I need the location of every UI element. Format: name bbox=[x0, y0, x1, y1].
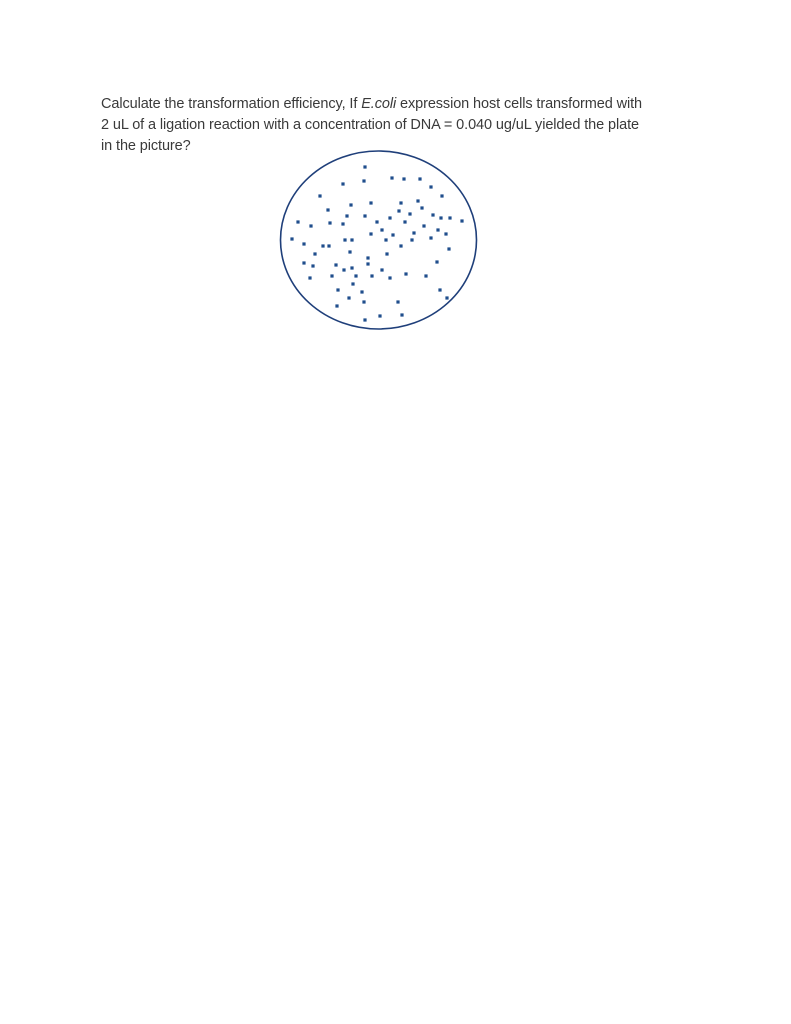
colony-dot bbox=[366, 262, 369, 265]
colony-dot bbox=[349, 203, 352, 206]
colony-dot bbox=[380, 268, 383, 271]
question-line-1-start: Calculate the transformation efficiency, If bbox=[101, 96, 362, 112]
colony-dot bbox=[447, 247, 450, 250]
petri-plate-outline bbox=[281, 151, 477, 329]
colony-dot bbox=[412, 231, 415, 234]
colony-dot bbox=[418, 177, 421, 180]
colony-dot bbox=[448, 216, 451, 219]
colony-dot bbox=[342, 268, 345, 271]
colony-dot bbox=[390, 176, 393, 179]
colony-dot bbox=[396, 300, 399, 303]
question-line-1 bbox=[101, 94, 701, 115]
colony-dot bbox=[296, 220, 299, 223]
colony-dot bbox=[363, 214, 366, 217]
colony-dot bbox=[403, 220, 406, 223]
colony-dot bbox=[435, 260, 438, 263]
colony-dot bbox=[341, 222, 344, 225]
colony-dot bbox=[348, 250, 351, 253]
colony-dot bbox=[302, 261, 305, 264]
colony-dot bbox=[336, 288, 339, 291]
colony-dot bbox=[311, 264, 314, 267]
colony-dot bbox=[402, 177, 405, 180]
colony-dot bbox=[400, 313, 403, 316]
colony-dot bbox=[388, 276, 391, 279]
question-line-1-end: expression host cells transformed with bbox=[396, 96, 643, 112]
colony-dot bbox=[309, 224, 312, 227]
colony-dot bbox=[362, 179, 365, 182]
colony-dot bbox=[422, 224, 425, 227]
colony-dot bbox=[341, 182, 344, 185]
colony-dot bbox=[378, 314, 381, 317]
colony-dot bbox=[360, 290, 363, 293]
colony-dot bbox=[399, 244, 402, 247]
colony-dot bbox=[369, 232, 372, 235]
colony-dot bbox=[388, 216, 391, 219]
colony-dot bbox=[363, 165, 366, 168]
petri-plate-figure bbox=[276, 148, 482, 334]
question-line-2: 2 uL of a ligation reaction with a concentration of DNA = 0.040 ug/uL yielded the plate bbox=[101, 117, 639, 133]
colony-dot bbox=[440, 194, 443, 197]
colony-dot bbox=[439, 216, 442, 219]
colony-dot bbox=[321, 244, 324, 247]
colony-dot bbox=[397, 209, 400, 212]
colony-dot bbox=[445, 296, 448, 299]
colony-dot bbox=[318, 194, 321, 197]
colony-dot bbox=[436, 228, 439, 231]
colony-dot bbox=[350, 238, 353, 241]
colony-dot bbox=[328, 221, 331, 224]
colony-dot bbox=[429, 236, 432, 239]
colony-group bbox=[290, 165, 463, 321]
colony-dot bbox=[370, 274, 373, 277]
organism-name: E.coli bbox=[361, 96, 397, 112]
colony-dot bbox=[362, 300, 365, 303]
colony-dot bbox=[308, 276, 311, 279]
colony-dot bbox=[302, 242, 305, 245]
petri-plate-drawing bbox=[276, 148, 482, 334]
colony-dot bbox=[326, 208, 329, 211]
colony-dot bbox=[460, 219, 463, 222]
colony-dot bbox=[334, 263, 337, 266]
colony-dot bbox=[404, 272, 407, 275]
colony-dot bbox=[335, 304, 338, 307]
colony-dot bbox=[408, 212, 411, 215]
colony-dot bbox=[410, 238, 413, 241]
colony-dot bbox=[384, 238, 387, 241]
colony-dot bbox=[351, 282, 354, 285]
colony-dot bbox=[375, 220, 378, 223]
colony-dot bbox=[438, 288, 441, 291]
colony-dot bbox=[444, 232, 447, 235]
colony-dot bbox=[369, 201, 372, 204]
colony-dot bbox=[416, 199, 419, 202]
colony-dot bbox=[327, 244, 330, 247]
colony-dot bbox=[420, 206, 423, 209]
colony-dot bbox=[366, 256, 369, 259]
colony-dot bbox=[399, 201, 402, 204]
colony-dot bbox=[343, 238, 346, 241]
colony-dot bbox=[431, 213, 434, 216]
colony-dot bbox=[429, 185, 432, 188]
question-line-3: in the picture? bbox=[101, 138, 191, 154]
colony-dot bbox=[313, 252, 316, 255]
colony-dot bbox=[350, 266, 353, 269]
colony-dot bbox=[354, 274, 357, 277]
colony-dot bbox=[330, 274, 333, 277]
colony-dot bbox=[380, 228, 383, 231]
colony-dot bbox=[391, 233, 394, 236]
colony-dot bbox=[290, 237, 293, 240]
colony-dot bbox=[424, 274, 427, 277]
colony-dot bbox=[345, 214, 348, 217]
colony-dot bbox=[347, 296, 350, 299]
colony-dot bbox=[363, 318, 366, 321]
colony-dot bbox=[385, 252, 388, 255]
